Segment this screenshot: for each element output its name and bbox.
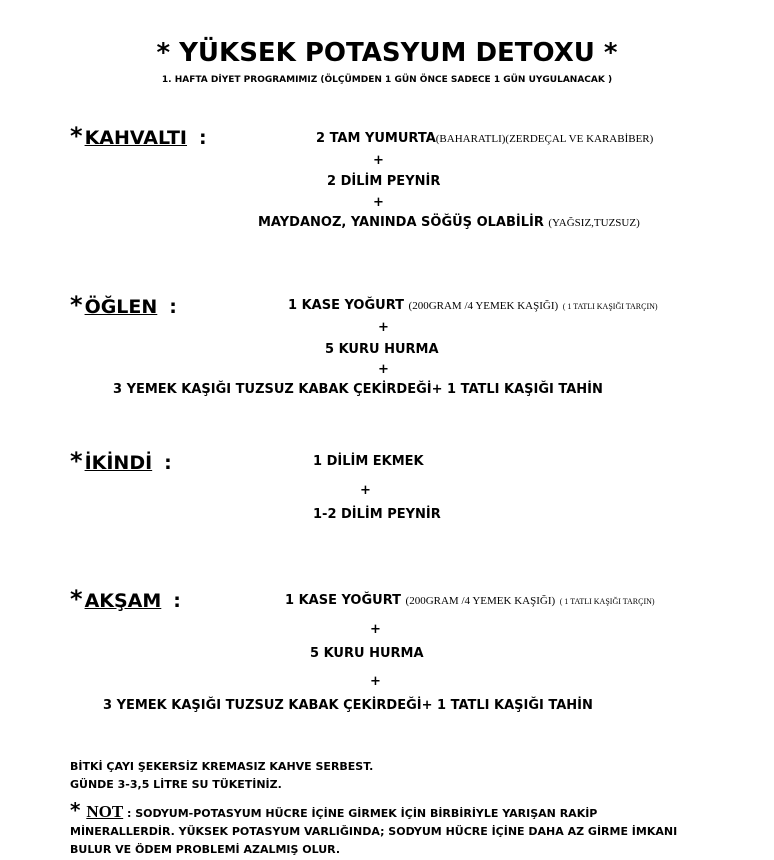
star-mark: * <box>70 585 83 613</box>
star-mark: * <box>70 122 83 150</box>
star-mark: * <box>70 291 83 319</box>
oglen-item-dates: 5 KURU HURMA <box>325 342 439 357</box>
note-text-1: : SODYUM-POTASYUM HÜCRE İÇİNE GİRMEK İÇİN BİRBİRİYLE YARIŞAN RAKİP <box>127 807 598 820</box>
plus-sign: + <box>373 195 384 210</box>
plus-sign: + <box>370 622 381 637</box>
kahvalti-line-3 <box>258 215 640 230</box>
aksam-item-seeds: 3 YEMEK KAŞIĞI TUZSUZ KABAK ÇEKİRDEĞİ+ 1 TATLI KAŞIĞI TAHİN <box>103 698 593 713</box>
heading-colon: : <box>164 452 172 474</box>
star-mark: * <box>70 798 81 822</box>
ikindi-item-bread: 1 DİLİM EKMEK <box>313 454 424 469</box>
aksam-yogurt-note: (200GRAM /4 YEMEK KAŞIĞI) <box>405 595 556 607</box>
aksam-item-yogurt: 1 KASE YOĞURT <box>285 593 401 608</box>
kahvalti-item-eggs: 2 TAM YUMURTA <box>316 131 436 146</box>
kahvalti-item-parsley: MAYDANOZ, YANINDA SÖĞÜŞ OLABİLİR <box>258 215 544 230</box>
footer-note-line-1 <box>70 798 597 822</box>
ikindi-label: İKİNDİ <box>84 452 153 474</box>
footer-tea-coffee: BİTKİ ÇAYI ŞEKERSİZ KREMASIZ KAHVE SERBEST. <box>70 760 374 773</box>
oglen-heading <box>70 291 177 319</box>
heading-colon: : <box>173 590 181 612</box>
oglen-line-1 <box>288 298 658 313</box>
plus-sign: + <box>373 153 384 168</box>
kahvalti-item-cheese: 2 DİLİM PEYNİR <box>327 174 441 189</box>
kahvalti-eggs-note: (BAHARATLI)(ZERDEÇAL VE KARABİBER) <box>435 133 654 145</box>
oglen-label: ÖĞLEN <box>84 296 158 318</box>
oglen-item-yogurt: 1 KASE YOĞURT <box>288 298 404 313</box>
oglen-item-seeds: 3 YEMEK KAŞIĞI TUZSUZ KABAK ÇEKİRDEĞİ+ 1 TATLI KAŞIĞI TAHİN <box>113 382 603 397</box>
kahvalti-line-1 <box>316 131 653 146</box>
heading-colon: : <box>199 127 207 149</box>
kahvalti-parsley-note: (YAĞSIZ,TUZSUZ) <box>548 217 640 229</box>
plus-sign: + <box>370 674 381 689</box>
aksam-line-1 <box>285 593 655 608</box>
ikindi-item-cheese: 1-2 DİLİM PEYNİR <box>313 507 441 522</box>
kahvalti-heading <box>70 122 207 150</box>
oglen-cinnamon-note: ( 1 TATLI KAŞIĞI TARÇIN) <box>562 302 658 311</box>
plus-sign: + <box>360 483 371 498</box>
note-label: NOT <box>86 802 124 821</box>
plus-sign: + <box>378 362 389 377</box>
footer-water: GÜNDE 3-3,5 LİTRE SU TÜKETİNİZ. <box>70 778 282 791</box>
page-title: * YÜKSEK POTASYUM DETOXU * <box>156 38 618 68</box>
aksam-label: AKŞAM <box>84 590 162 612</box>
aksam-item-dates: 5 KURU HURMA <box>310 646 424 661</box>
oglen-yogurt-note: (200GRAM /4 YEMEK KAŞIĞI) <box>408 300 559 312</box>
footer-note-line-2: MİNERALLERDİR. YÜKSEK POTASYUM VARLIĞINDA; SODYUM HÜCRE İÇİNE DAHA AZ GİRME İMKANI <box>70 825 678 838</box>
plus-sign: + <box>378 320 389 335</box>
footer-note-line-3: BULUR VE ÖDEM PROBLEMİ AZALMIŞ OLUR. <box>70 843 341 856</box>
aksam-cinnamon-note: ( 1 TATLI KAŞIĞI TARÇIN) <box>559 597 655 606</box>
page-subtitle: 1. HAFTA DİYET PROGRAMIMIZ (ÖLÇÜMDEN 1 GÜN ÖNCE SADECE 1 GÜN UYGULANACAK ) <box>161 75 613 85</box>
star-mark: * <box>70 447 83 475</box>
kahvalti-label: KAHVALTI <box>84 127 188 149</box>
heading-colon: : <box>169 296 177 318</box>
aksam-heading <box>70 585 181 613</box>
ikindi-heading <box>70 447 172 475</box>
